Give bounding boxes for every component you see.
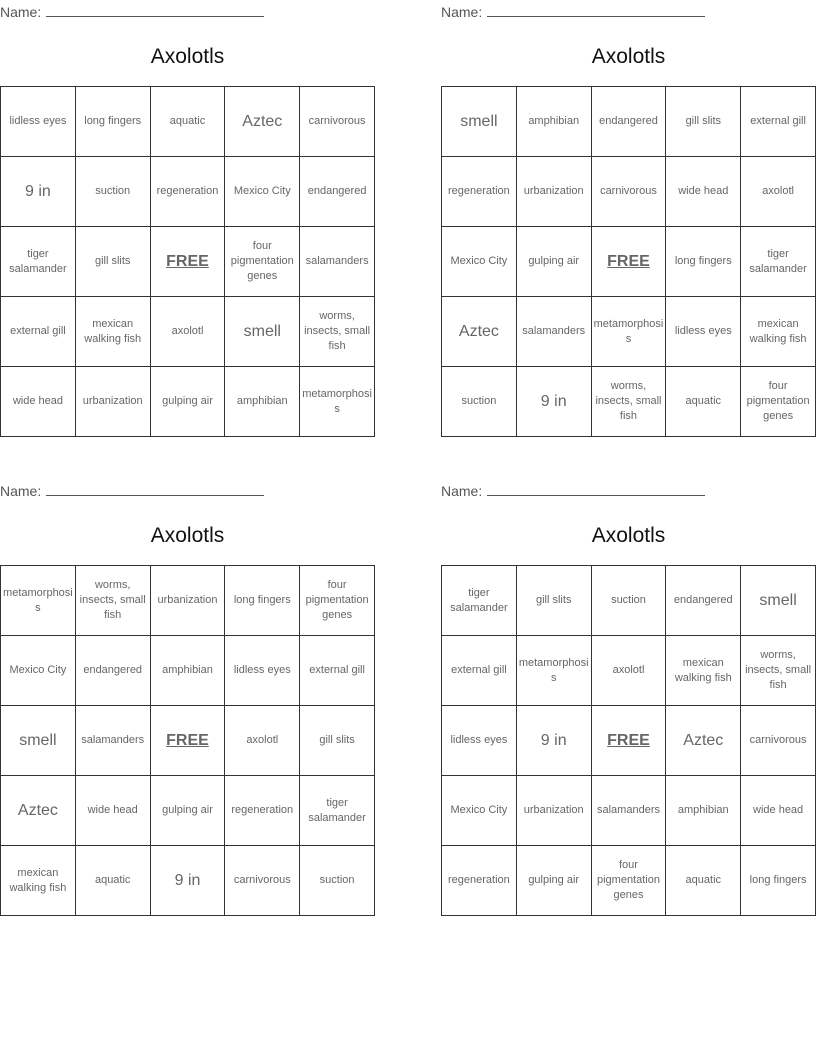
bingo-cell: Aztec [666, 706, 741, 776]
bingo-cell: worms, insects, small fish [741, 636, 816, 706]
name-label: Name: [441, 483, 483, 499]
bingo-cell: regeneration [442, 157, 517, 227]
bingo-cell: suction [442, 367, 517, 437]
bingo-cell: gill slits [517, 566, 592, 636]
bingo-cell: smell [442, 87, 517, 157]
name-line [0, 3, 264, 23]
bingo-cell: endangered [76, 636, 151, 706]
bingo-cell: 9 in [1, 157, 76, 227]
bingo-grid [0, 86, 375, 437]
bingo-cell: urbanization [517, 157, 592, 227]
bingo-cell: external gill [442, 636, 517, 706]
name-label: Name: [441, 4, 483, 20]
bingo-cell: tiger salamander [442, 566, 517, 636]
bingo-cell: lidless eyes [225, 636, 300, 706]
bingo-cell: axolotl [225, 706, 300, 776]
bingo-cell: axolotl [741, 157, 816, 227]
bingo-cell: Mexico City [442, 227, 517, 297]
bingo-cell: 9 in [517, 706, 592, 776]
bingo-cell: carnivorous [300, 87, 375, 157]
bingo-cell: long fingers [76, 87, 151, 157]
bingo-cell: aquatic [151, 87, 226, 157]
bingo-grid [441, 565, 816, 916]
bingo-cell: gulping air [517, 227, 592, 297]
bingo-cell: metamorphosis [300, 367, 375, 437]
bingo-cell: carnivorous [225, 846, 300, 916]
bingo-cell: suction [592, 566, 667, 636]
bingo-cell: long fingers [225, 566, 300, 636]
bingo-grid [441, 86, 816, 437]
name-blank [46, 482, 264, 496]
bingo-cell: smell [225, 297, 300, 367]
bingo-cell: gulping air [151, 367, 226, 437]
bingo-cell: wide head [741, 776, 816, 846]
bingo-cell: wide head [76, 776, 151, 846]
bingo-cell: mexican walking fish [666, 636, 741, 706]
bingo-cell: four pigmentation genes [592, 846, 667, 916]
bingo-cell: carnivorous [741, 706, 816, 776]
bingo-cell: worms, insects, small fish [592, 367, 667, 437]
name-blank [46, 3, 264, 17]
bingo-cell: amphibian [151, 636, 226, 706]
bingo-cell: Aztec [442, 297, 517, 367]
bingo-cell: axolotl [151, 297, 226, 367]
bingo-cell: Mexico City [225, 157, 300, 227]
bingo-cell: regeneration [442, 846, 517, 916]
bingo-cell: worms, insects, small fish [76, 566, 151, 636]
free-space: FREE [151, 706, 226, 776]
bingo-cell: gill slits [300, 706, 375, 776]
bingo-cell: Aztec [225, 87, 300, 157]
bingo-cell: gulping air [517, 846, 592, 916]
bingo-cell: metamorphosis [592, 297, 667, 367]
bingo-cell: four pigmentation genes [225, 227, 300, 297]
bingo-cell: suction [76, 157, 151, 227]
bingo-cell: gulping air [151, 776, 226, 846]
bingo-cell: amphibian [666, 776, 741, 846]
name-line [441, 482, 705, 502]
bingo-cell: four pigmentation genes [300, 566, 375, 636]
bingo-cell: wide head [1, 367, 76, 437]
bingo-cell: endangered [592, 87, 667, 157]
bingo-cell: regeneration [151, 157, 226, 227]
bingo-cell: external gill [1, 297, 76, 367]
name-line [441, 3, 705, 23]
bingo-cell: lidless eyes [666, 297, 741, 367]
bingo-cell: metamorphosis [517, 636, 592, 706]
bingo-cell: smell [1, 706, 76, 776]
bingo-cell: Aztec [1, 776, 76, 846]
bingo-cell: long fingers [666, 227, 741, 297]
bingo-cell: amphibian [517, 87, 592, 157]
bingo-cell: aquatic [76, 846, 151, 916]
bingo-cell: endangered [666, 566, 741, 636]
bingo-cell: urbanization [151, 566, 226, 636]
bingo-cell: gill slits [666, 87, 741, 157]
free-space: FREE [592, 227, 667, 297]
bingo-cell: smell [741, 566, 816, 636]
name-blank [487, 482, 705, 496]
card-title: Axolotls [150, 524, 225, 547]
bingo-cell: mexican walking fish [741, 297, 816, 367]
bingo-cell: salamanders [592, 776, 667, 846]
bingo-cell: lidless eyes [1, 87, 76, 157]
bingo-cell: Mexico City [1, 636, 76, 706]
bingo-cell: four pigmentation genes [741, 367, 816, 437]
bingo-cell: endangered [300, 157, 375, 227]
bingo-cell: salamanders [76, 706, 151, 776]
bingo-cell: amphibian [225, 367, 300, 437]
bingo-cell: gill slits [76, 227, 151, 297]
bingo-cell: carnivorous [592, 157, 667, 227]
bingo-cell: external gill [300, 636, 375, 706]
bingo-cell: regeneration [225, 776, 300, 846]
name-label: Name: [0, 4, 42, 20]
bingo-cell: salamanders [517, 297, 592, 367]
free-space: FREE [151, 227, 226, 297]
bingo-cell: mexican walking fish [76, 297, 151, 367]
card-title: Axolotls [591, 45, 666, 68]
bingo-cell: urbanization [517, 776, 592, 846]
bingo-grid [0, 565, 375, 916]
bingo-cell: lidless eyes [442, 706, 517, 776]
name-line [0, 482, 264, 502]
bingo-cell: aquatic [666, 846, 741, 916]
bingo-cell: 9 in [151, 846, 226, 916]
bingo-cell: 9 in [517, 367, 592, 437]
bingo-cell: tiger salamander [741, 227, 816, 297]
name-blank [487, 3, 705, 17]
bingo-cell: suction [300, 846, 375, 916]
bingo-cell: Mexico City [442, 776, 517, 846]
bingo-cell: worms, insects, small fish [300, 297, 375, 367]
bingo-cell: long fingers [741, 846, 816, 916]
free-space: FREE [592, 706, 667, 776]
bingo-cell: wide head [666, 157, 741, 227]
bingo-cell: aquatic [666, 367, 741, 437]
bingo-cell: urbanization [76, 367, 151, 437]
bingo-cell: axolotl [592, 636, 667, 706]
bingo-cell: metamorphosis [1, 566, 76, 636]
card-title: Axolotls [591, 524, 666, 547]
bingo-cell: salamanders [300, 227, 375, 297]
bingo-cell: external gill [741, 87, 816, 157]
bingo-cell: mexican walking fish [1, 846, 76, 916]
bingo-cell: tiger salamander [1, 227, 76, 297]
name-label: Name: [0, 483, 42, 499]
bingo-cell: tiger salamander [300, 776, 375, 846]
card-title: Axolotls [150, 45, 225, 68]
